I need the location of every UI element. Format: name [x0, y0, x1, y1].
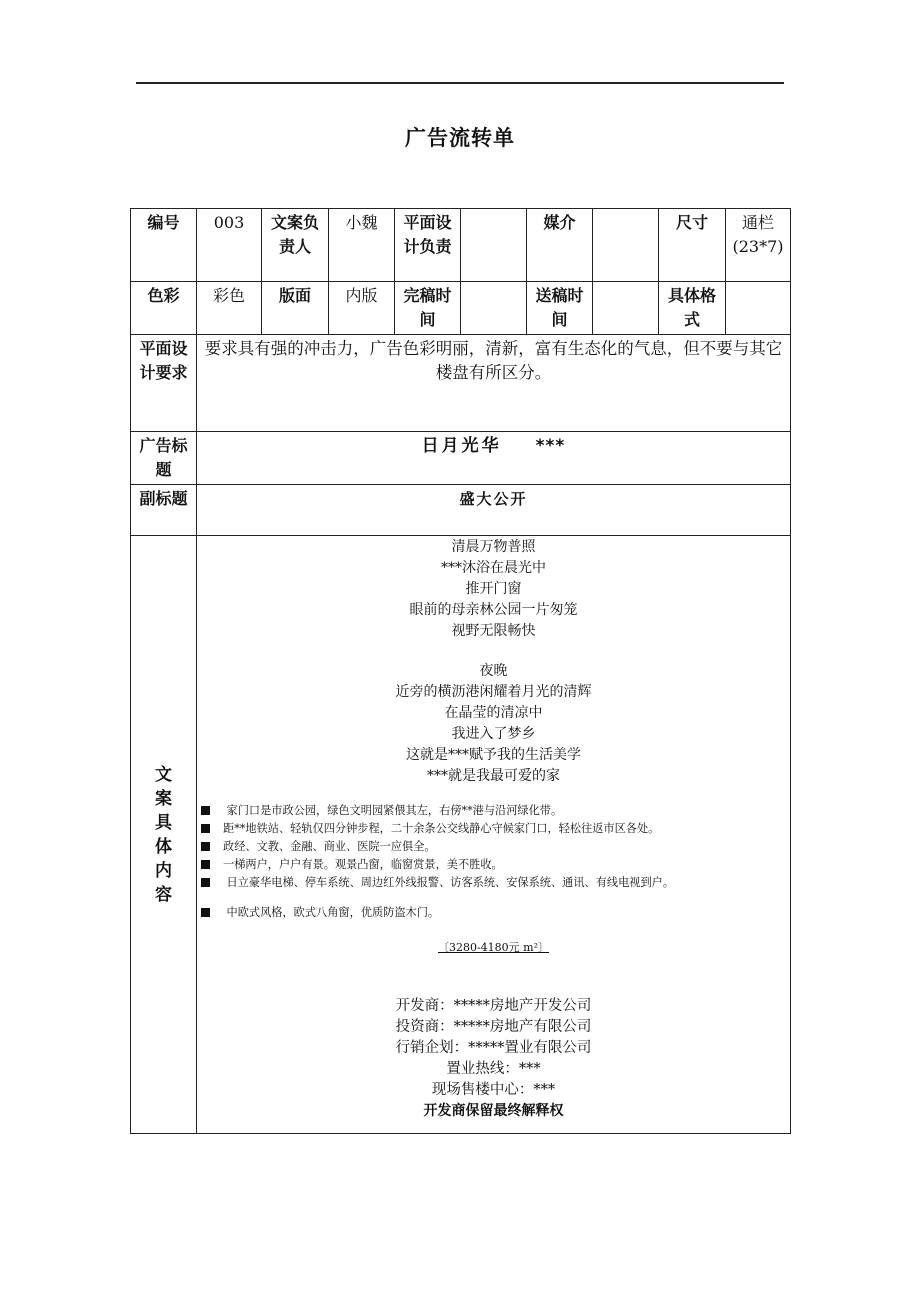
- contact-line: 置业热线：***: [446, 1061, 541, 1077]
- feature-text: 一梯两户，户户有景。观景凸窗，临窗赏景，美不胜收。: [223, 858, 503, 871]
- poem-line: 眼前的母亲林公园一片匆笼: [409, 602, 578, 618]
- feature-text: 家门口是市政公园，绿色文明园紧偎其左，右傍**港与沿河绿化带。: [223, 804, 563, 817]
- disclaimer: 开发商保留最终解释权: [423, 1103, 564, 1119]
- form-row-1: [131, 209, 791, 282]
- feature-item: [201, 904, 786, 922]
- send-time-label: 送稿时间: [527, 282, 593, 335]
- body-copy-row: [131, 536, 791, 1134]
- poem-line: 视野无限畅快: [451, 623, 536, 639]
- poem-line: 我进入了梦乡: [451, 726, 536, 742]
- design-requirements-row: [131, 335, 791, 432]
- finish-time-value: [461, 282, 527, 335]
- headline-label: 广告标题: [131, 432, 197, 485]
- poem: [201, 537, 786, 787]
- ad-routing-form: [130, 208, 791, 1134]
- feature-item: [201, 838, 786, 856]
- price-line: [201, 936, 786, 960]
- number-label: 编号: [131, 209, 197, 282]
- poem-line: ***沐浴在晨光中: [441, 560, 546, 576]
- feature-text: 距**地铁站、轻轨仅四分钟步程，二十余条公交线静心守候家门口，轻松往返市区各处。: [223, 822, 660, 835]
- feature-text: 日立豪华电梯、停车系统、周边红外线报警、访客系统、安保系统、通讯、有线电视到户。: [223, 876, 675, 889]
- media-value: [593, 209, 659, 282]
- design-owner-value: [461, 209, 527, 282]
- color-label: 色彩: [131, 282, 197, 335]
- feature-text: 中欧式风格，欧式八角窗，优质防盗木门。: [223, 906, 440, 919]
- header-rule: [136, 82, 784, 84]
- subheadline-label: 副标题: [131, 485, 197, 536]
- bullet-square-icon: [201, 908, 210, 917]
- color-value: 彩色: [197, 282, 262, 335]
- bullet-square-icon: [201, 806, 210, 815]
- feature-item: [201, 820, 786, 838]
- stanza-gap: [201, 642, 786, 661]
- subheadline-text: 盛大公开: [197, 485, 791, 536]
- size-value: 通栏(23*7): [726, 209, 791, 282]
- design-owner-label: 平面设计负责: [395, 209, 461, 282]
- copy-owner-label: 文案负责人: [262, 209, 329, 282]
- finish-time-label: 完稿时间: [395, 282, 461, 335]
- poem-line: 近旁的横沥港闲耀着月光的清辉: [395, 684, 592, 700]
- format-label: 具体格式: [659, 282, 726, 335]
- contact-block: [201, 996, 786, 1122]
- headline-stars: ***: [535, 436, 566, 456]
- poem-line: 清晨万物普照: [451, 539, 536, 555]
- feature-item: [201, 856, 786, 874]
- price-range: 〔3280-4180元 m²〕: [437, 941, 550, 954]
- media-label: 媒介: [527, 209, 593, 282]
- poem-line: 在晶莹的清凉中: [444, 705, 543, 721]
- feature-list: [201, 802, 786, 922]
- send-time-value: [593, 282, 659, 335]
- bullet-square-icon: [201, 860, 210, 869]
- format-value: [726, 282, 791, 335]
- headline-cell: [197, 432, 791, 485]
- contact-line: 行销企划：*****置业有限公司: [395, 1040, 592, 1056]
- layout-value: 内版: [329, 282, 395, 335]
- body-copy-label-text: 文 案 具 体 内 容: [155, 764, 172, 905]
- contact-line: 开发商：*****房地产开发公司: [395, 998, 592, 1014]
- layout-label: 版面: [262, 282, 329, 335]
- body-copy-cell: [197, 536, 791, 1134]
- bullet-square-icon: [201, 824, 210, 833]
- contact-line: 投资商：*****房地产有限公司: [395, 1019, 592, 1035]
- poem-line: 夜晚: [479, 663, 508, 679]
- form-row-2: [131, 282, 791, 335]
- body-copy-label: [131, 536, 197, 1134]
- number-value: 003: [197, 209, 262, 282]
- feature-item: [201, 874, 786, 892]
- feature-item: [201, 802, 786, 820]
- poem-line: ***就是我最可爱的家: [427, 768, 560, 784]
- feature-text: 政经、文教、金融、商业、医院一应俱全。: [223, 840, 436, 853]
- design-requirements-text: 要求具有强的冲击力，广告色彩明丽，清新，富有生态化的气息，但不要与其它楼盘有所区分。: [197, 335, 791, 432]
- headline-row: [131, 432, 791, 485]
- poem-line: 这就是***赋予我的生活美学: [406, 747, 581, 763]
- subheadline-row: [131, 485, 791, 536]
- contact-line: 现场售楼中心：***: [431, 1082, 556, 1098]
- size-label: 尺寸: [659, 209, 726, 282]
- document-title: 广告流转单: [405, 126, 515, 150]
- copy-owner-value: 小魏: [329, 209, 395, 282]
- bullet-square-icon: [201, 842, 210, 851]
- bullet-square-icon: [201, 878, 210, 887]
- headline-text: 日月光华: [421, 436, 502, 456]
- poem-line: 推开门窗: [465, 581, 522, 597]
- design-requirements-label: 平面设计要求: [131, 335, 197, 432]
